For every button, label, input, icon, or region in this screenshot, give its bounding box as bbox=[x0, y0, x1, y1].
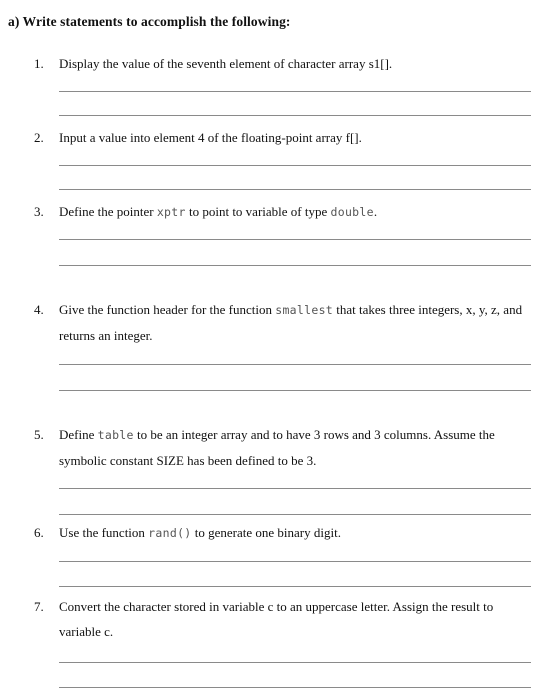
question-number: 2. bbox=[34, 130, 44, 145]
question-text: Use the function rand() to generate one binary digit. bbox=[59, 525, 341, 540]
answer-line[interactable] bbox=[59, 662, 531, 663]
answer-line[interactable] bbox=[59, 488, 531, 489]
question-2 bbox=[34, 125, 529, 150]
question-text: Display the value of the seventh element of character array s1[]. bbox=[59, 56, 393, 71]
answer-line[interactable] bbox=[59, 265, 531, 266]
answer-line[interactable] bbox=[59, 586, 531, 587]
answer-line[interactable] bbox=[59, 91, 531, 92]
code-identifier: xptr bbox=[156, 205, 186, 219]
question-number: 4. bbox=[34, 302, 44, 317]
question-number: 5. bbox=[34, 427, 44, 442]
answer-line[interactable] bbox=[59, 239, 531, 240]
question-text: Convert the character stored in variable c to an uppercase letter. Assign the result to variable c. bbox=[59, 599, 494, 639]
question-6 bbox=[34, 520, 529, 546]
question-3 bbox=[34, 199, 529, 225]
question-number: 3. bbox=[34, 204, 44, 219]
answer-line[interactable] bbox=[59, 561, 531, 562]
code-identifier: table bbox=[97, 428, 134, 442]
question-text: Define the pointer xptr to point to variable of type double. bbox=[59, 204, 378, 219]
question-5 bbox=[34, 422, 529, 473]
answer-line[interactable] bbox=[59, 514, 531, 515]
answer-line[interactable] bbox=[59, 364, 531, 365]
code-identifier: double bbox=[330, 205, 374, 219]
code-identifier: rand() bbox=[148, 526, 192, 540]
answer-line[interactable] bbox=[59, 390, 531, 391]
question-text: Give the function header for the function smallest that takes three integers, x, y, z, and returns an integer. bbox=[59, 302, 523, 343]
question-text: Input a value into element 4 of the floating-point array f[]. bbox=[59, 130, 362, 145]
section-heading: a) Write statements to accomplish the following: bbox=[8, 14, 291, 29]
question-7 bbox=[34, 594, 529, 644]
question-number: 7. bbox=[34, 599, 44, 614]
answer-line[interactable] bbox=[59, 115, 531, 116]
answer-line[interactable] bbox=[59, 165, 531, 166]
question-4 bbox=[34, 297, 529, 348]
question-number: 6. bbox=[34, 525, 44, 540]
question-1 bbox=[34, 51, 529, 76]
answer-line[interactable] bbox=[59, 189, 531, 190]
answer-line[interactable] bbox=[59, 687, 531, 688]
question-text: Define table to be an integer array and to have 3 rows and 3 columns. Assume the symbolic constant SIZE has been defined to be 3. bbox=[59, 427, 495, 468]
code-identifier: smallest bbox=[275, 303, 334, 317]
question-number: 1. bbox=[34, 56, 44, 71]
